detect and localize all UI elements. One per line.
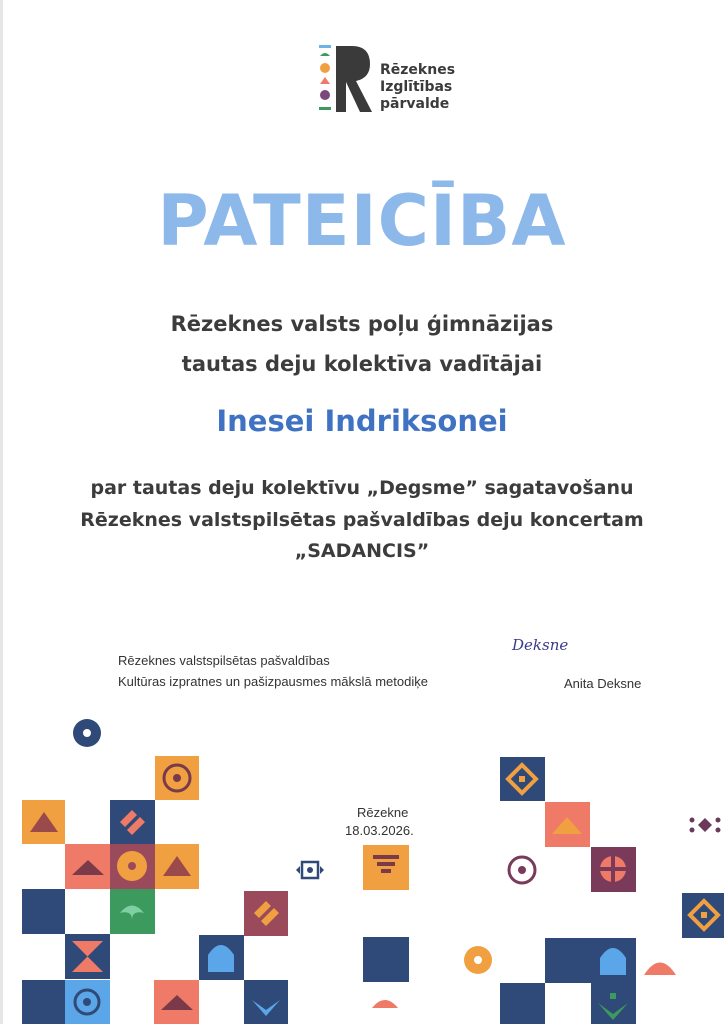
circle-ornament-icon xyxy=(509,857,535,883)
cloud-ornament-icon xyxy=(372,1000,398,1008)
signatory-position: Kultūras izpratnes un pašizpausmes mākslā metodiķe xyxy=(118,674,428,689)
triangle-tile xyxy=(65,844,110,889)
circle-ornament-tile xyxy=(65,980,110,1024)
diamond-ornament-tile xyxy=(500,757,545,801)
bars-tile xyxy=(244,891,288,936)
logo-line: pārvalde xyxy=(380,96,450,112)
plain-tile xyxy=(363,937,409,982)
plain-tile xyxy=(22,980,65,1024)
logo-line: Izglītības xyxy=(380,79,453,95)
recipient-role-line: Rēzeknes valsts poļu ģimnāzijas xyxy=(170,312,554,336)
target-icon xyxy=(296,862,324,878)
plain-tile xyxy=(545,938,591,983)
dots-ornament-icon xyxy=(690,818,721,833)
place: Rēzekne xyxy=(357,805,409,820)
x-ornament-tile xyxy=(65,934,110,979)
triangle-tile xyxy=(154,980,199,1024)
reason-line: Rēzeknes valstspilsētas pašvaldības deju koncertam xyxy=(80,509,644,531)
bars-tile xyxy=(110,800,155,844)
fan-ornament-tile xyxy=(155,844,199,889)
signatory-org: Rēzeknes valstspilsētas pašvaldības xyxy=(118,653,330,668)
funnel-tile xyxy=(363,845,409,890)
triangle-tile xyxy=(545,802,590,847)
plain-tile xyxy=(500,983,545,1024)
arch-tile xyxy=(199,935,244,980)
certificate-title: PATEICĪBA xyxy=(157,180,567,262)
sprout-tile xyxy=(591,983,636,1024)
wheel-tile xyxy=(110,844,155,889)
date: 18.03.2026. xyxy=(345,823,414,838)
logo-line: Rēzeknes xyxy=(380,62,456,78)
sprout-tile xyxy=(244,980,288,1024)
circle-ornament-tile xyxy=(155,756,199,800)
flower-icon xyxy=(464,946,492,974)
signatory-name: Anita Deksne xyxy=(564,676,642,691)
logo-emblem xyxy=(316,44,376,114)
leaf-tile xyxy=(110,889,155,934)
recipient-name: Inesei Indriksonei xyxy=(216,404,508,438)
reason-line: „SADANCIS” xyxy=(294,540,430,562)
folk-pattern-decoration xyxy=(0,700,724,1024)
logo-text xyxy=(380,62,455,113)
reason-line: par tautas deju kolektīvu „Degsme” sagatavošanu xyxy=(90,477,634,499)
signature: Deksne xyxy=(512,636,569,654)
fan-ornament-tile xyxy=(22,800,65,844)
flower-icon xyxy=(73,719,101,747)
arch-tile xyxy=(591,938,636,983)
diamond-ornament-tile xyxy=(682,893,724,938)
fan-ornament-icon xyxy=(644,963,676,976)
plain-tile xyxy=(22,889,65,934)
recipient-role-line: tautas deju kolektīva vadītājai xyxy=(181,352,543,376)
cross-circle-tile xyxy=(591,847,636,892)
